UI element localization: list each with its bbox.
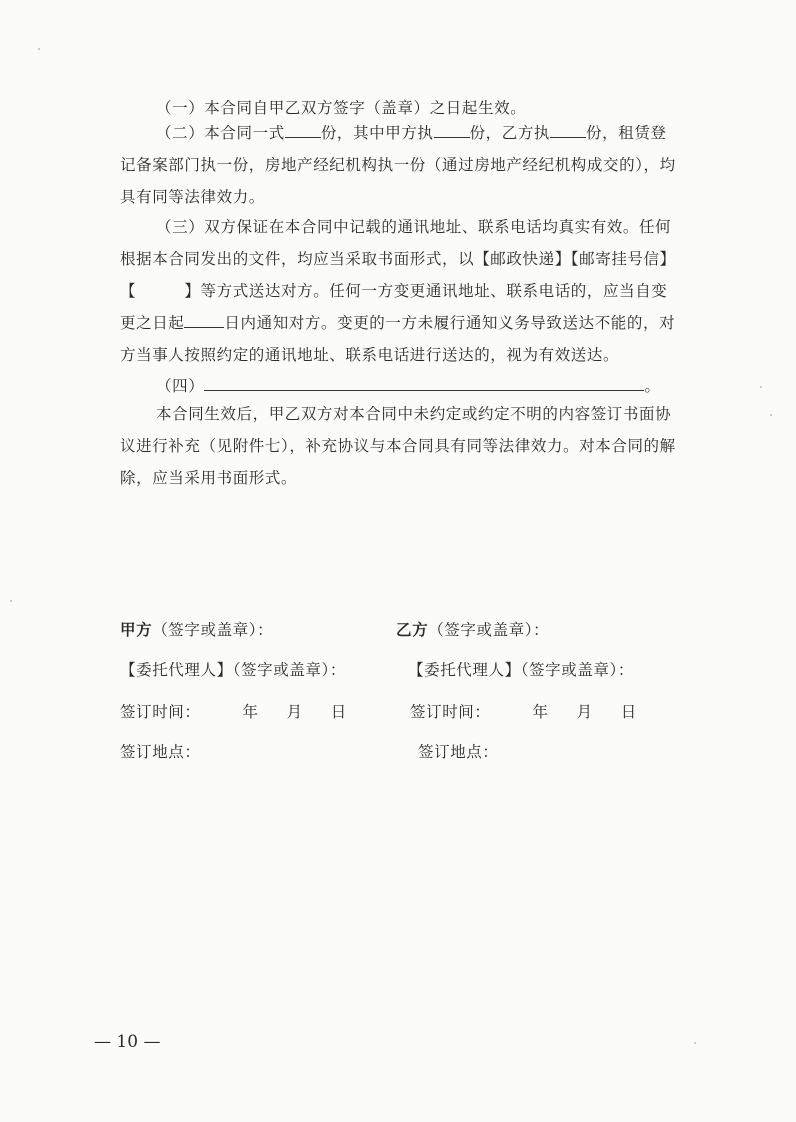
clause-4-label: （四） [156, 377, 205, 395]
clause-2-text-4: 份，租赁登记备案部门执一份，房地产经纪机构执一份（通过房地产经纪机构成交的），均具有同等法律效力。 [120, 124, 676, 206]
clause-4-blank [204, 372, 644, 391]
scan-speck [760, 386, 762, 388]
party-b-day: 日 [620, 703, 637, 721]
party-b-label-suffix: （签字或盖章）： [428, 621, 550, 639]
party-b-place-label: 签订地点： [418, 743, 499, 761]
copies-party-a-blank [434, 119, 470, 138]
scan-speck [10, 600, 12, 602]
party-a-day: 日 [330, 703, 347, 721]
party-a-place [120, 742, 201, 762]
party-a-date [120, 702, 347, 722]
party-b-place [418, 742, 499, 762]
party-a-month: 月 [286, 703, 303, 721]
clause-2-text-1: （二）本合同一式 [156, 124, 285, 142]
clause-2-text-3: 份，乙方执 [469, 124, 551, 142]
party-a-label: 甲方 [120, 620, 153, 639]
scan-speck [694, 1042, 696, 1044]
clause-2 [120, 117, 680, 213]
party-a-agent-text: 【委托代理人】（签字或盖章）： [120, 661, 347, 679]
clause-3 [120, 211, 680, 371]
clause-2-text-2: 份，其中甲方执 [320, 124, 434, 142]
notice-days-blank [184, 309, 224, 328]
supplement-clause [120, 398, 680, 494]
party-a-place-label: 签订地点： [120, 743, 201, 761]
party-a-year: 年 [242, 703, 259, 721]
party-a-agent [120, 660, 346, 680]
clause-1-text: （一）本合同自甲乙双方签字（盖章）之日起生效。 [156, 99, 527, 117]
party-b-agent-text: 【委托代理人】（签字或盖章）： [408, 661, 635, 679]
party-b-agent [408, 660, 634, 680]
party-a-signature [120, 620, 273, 640]
clause-4-end: 。 [644, 377, 661, 395]
party-b-signature [396, 620, 549, 640]
party-a-label-suffix: （签字或盖章）： [152, 621, 274, 639]
party-b-date-label: 签订时间： [410, 703, 491, 721]
page-number: — 10 — [94, 1032, 161, 1052]
party-b-label: 乙方 [396, 620, 429, 639]
scan-speck [38, 48, 40, 50]
copies-party-b-blank [550, 119, 586, 138]
party-a-date-label: 签订时间： [120, 703, 201, 721]
party-b-year: 年 [532, 703, 549, 721]
clause-3-text-2: 日内通知对方。变更的一方未履行通知义务导致送达不能的，对方当事人按照约定的通讯地址、联系电话进行送达的，视为有效送达。 [120, 314, 676, 364]
clause-3-text-1: （三）双方保证在本合同中记载的通讯地址、联系电话均真实有效。任何根据本合同发出的文件，均应当采取书面形式，以【邮政快递】【邮寄挂号信】【 】等方式送达对方。任何一方变更通讯地址、联系电话的，应当自变更之日起 [120, 218, 676, 332]
scan-speck [770, 414, 772, 416]
supplement-text: 本合同生效后，甲乙双方对本合同中未约定或约定不明的内容签订书面协议进行补充（见附件七），补充协议与本合同具有同等法律效力。对本合同的解除，应当采用书面形式。 [120, 405, 676, 487]
copies-total-blank [285, 119, 321, 138]
party-b-date [410, 702, 637, 722]
party-b-month: 月 [576, 703, 593, 721]
